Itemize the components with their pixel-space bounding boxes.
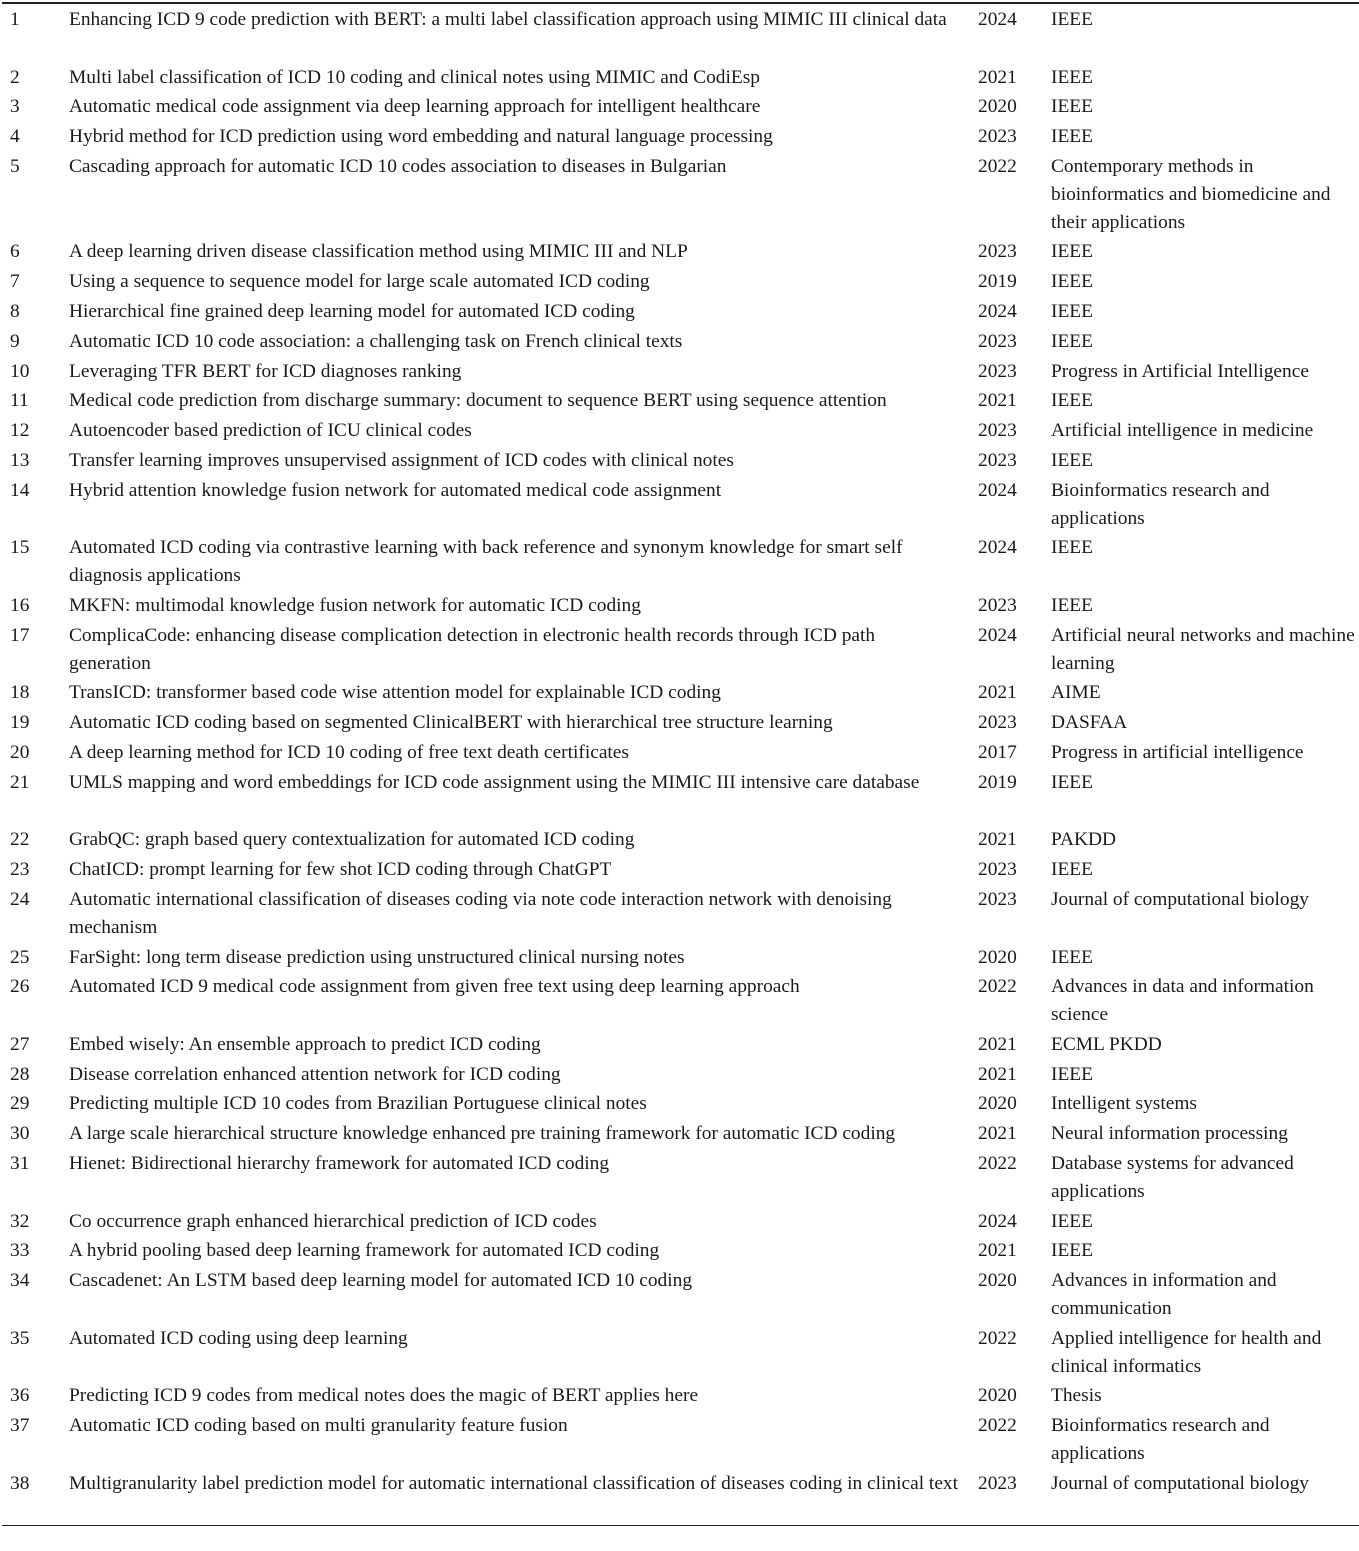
publication-venue: Applied intelligence for health and clinical informatics (1051, 1327, 1322, 1377)
publication-venue: Bioinformatics research and applications (1051, 1415, 1270, 1465)
publication-year: 2022 (978, 1327, 1017, 1349)
row-number: 20 (10, 741, 30, 763)
table-row (0, 1235, 1359, 1265)
paper-title: Multi label classification of ICD 10 coding and clinical notes using MIMIC and CodiEsp (69, 66, 760, 88)
paper-title: Disease correlation enhanced attention network for ICD coding (69, 1063, 561, 1085)
publication-venue: IEEE (1051, 1240, 1093, 1262)
paper-title: Autoencoder based prediction of ICU clinical codes (69, 420, 472, 442)
row-number: 38 (10, 1472, 30, 1494)
publication-venue: Advances in data and information science (1051, 976, 1314, 1026)
row-number: 29 (10, 1093, 30, 1115)
publication-venue: Advances in information and communication (1051, 1270, 1277, 1320)
paper-title: Co occurrence graph enhanced hierarchical prediction of ICD codes (69, 1210, 597, 1232)
publication-venue: IEEE (1051, 946, 1093, 968)
table-row (0, 91, 1359, 121)
publication-venue: Bioinformatics research and applications (1051, 479, 1270, 529)
row-number: 17 (10, 624, 30, 646)
publication-year: 2021 (978, 390, 1017, 412)
paper-title: GrabQC: graph based query contextualization for automated ICD coding (69, 829, 635, 851)
publication-year: 2021 (978, 1123, 1017, 1145)
table-row (0, 1029, 1359, 1059)
paper-title: Predicting multiple ICD 10 codes from Brazilian Portuguese clinical notes (69, 1093, 647, 1115)
paper-title: FarSight: long term disease prediction using unstructured clinical nursing notes (69, 946, 685, 968)
publication-year: 2021 (978, 66, 1017, 88)
table-row (0, 326, 1359, 356)
table-row (0, 1410, 1359, 1468)
publication-venue: IEEE (1051, 66, 1093, 88)
publication-year: 2024 (978, 479, 1017, 501)
row-number: 35 (10, 1327, 30, 1349)
publication-year: 2023 (978, 360, 1017, 382)
paper-title: MKFN: multimodal knowledge fusion network for automatic ICD coding (69, 594, 641, 616)
row-number: 32 (10, 1210, 30, 1232)
table-row (0, 62, 1359, 92)
table-bottom-rule (2, 1525, 1359, 1526)
table-row (0, 415, 1359, 445)
row-number: 10 (10, 360, 30, 382)
table-row (0, 1323, 1359, 1381)
paper-title: Cascading approach for automatic ICD 10 codes association to diseases in Bulgarian (69, 155, 727, 177)
publication-year: 2023 (978, 1472, 1017, 1494)
row-number: 33 (10, 1240, 30, 1262)
paper-title: Hierarchical fine grained deep learning model for automated ICD coding (69, 300, 635, 322)
row-number: 13 (10, 449, 30, 471)
publication-year: 2020 (978, 1385, 1017, 1407)
table-row (0, 854, 1359, 884)
table-row (0, 385, 1359, 415)
publication-venue: IEEE (1051, 859, 1093, 881)
publication-venue: DASFAA (1051, 712, 1128, 734)
row-number: 37 (10, 1415, 30, 1437)
publication-venue: IEEE (1051, 9, 1093, 30)
publication-year: 2020 (978, 1093, 1017, 1115)
publication-venue: Neural information processing (1051, 1123, 1288, 1145)
paper-title: Using a sequence to sequence model for large scale automated ICD coding (69, 271, 650, 293)
table-row (0, 677, 1359, 707)
publication-year: 2024 (978, 624, 1017, 646)
publication-year: 2022 (978, 1415, 1017, 1437)
publication-venue: Progress in artificial intelligence (1051, 741, 1304, 763)
row-number: 34 (10, 1270, 30, 1292)
publication-year: 2023 (978, 888, 1017, 910)
paper-title: Hienet: Bidirectional hierarchy framework for automated ICD coding (69, 1153, 610, 1175)
publication-venue: IEEE (1051, 330, 1093, 352)
table-row (0, 971, 1359, 1029)
paper-title: Automated ICD coding using deep learning (69, 1327, 408, 1349)
row-number: 30 (10, 1123, 30, 1145)
publication-year: 2023 (978, 594, 1017, 616)
publication-venue: Journal of computational biology (1051, 1472, 1309, 1494)
publication-venue: IEEE (1051, 537, 1093, 559)
table-row (0, 884, 1359, 942)
publication-year: 2020 (978, 1270, 1017, 1292)
table-row (0, 4, 1359, 62)
table-row (0, 266, 1359, 296)
publication-year: 2019 (978, 271, 1017, 293)
row-number: 36 (10, 1385, 30, 1407)
paper-title: Transfer learning improves unsupervised assignment of ICD codes with clinical notes (69, 449, 734, 471)
table-row (0, 590, 1359, 620)
publication-venue: Intelligent systems (1051, 1093, 1197, 1115)
paper-title: Leveraging TFR BERT for ICD diagnoses ranking (69, 360, 462, 382)
publication-year: 2022 (978, 976, 1017, 998)
table-row (0, 1088, 1359, 1118)
publication-venue: AIME (1051, 682, 1101, 704)
row-number: 6 (10, 241, 20, 263)
table-body (0, 4, 1359, 1525)
publication-year: 2023 (978, 712, 1017, 734)
publication-venue: ECML PKDD (1051, 1033, 1162, 1055)
row-number: 15 (10, 537, 30, 559)
publication-venue: Artificial intelligence in medicine (1051, 420, 1314, 442)
paper-title: Predicting ICD 9 codes from medical notes does the magic of BERT applies here (69, 1385, 699, 1407)
paper-title: A deep learning method for ICD 10 coding of free text death certificates (69, 741, 629, 763)
paper-title: Enhancing ICD 9 code prediction with BERT: a multi label classification approach using MIMIC III clinical data (69, 9, 947, 30)
publication-year: 2022 (978, 155, 1017, 177)
row-number: 22 (10, 829, 30, 851)
row-number: 1 (10, 9, 20, 30)
row-number: 31 (10, 1153, 30, 1175)
paper-title: Cascadenet: An LSTM based deep learning model for automated ICD 10 coding (69, 1270, 693, 1292)
publication-venue: Journal of computational biology (1051, 888, 1309, 910)
row-number: 24 (10, 888, 30, 910)
paper-title: Automatic ICD 10 code association: a challenging task on French clinical texts (69, 330, 683, 352)
paper-title: Automatic ICD coding based on multi granularity feature fusion (69, 1415, 568, 1437)
row-number: 16 (10, 594, 30, 616)
publication-year: 2021 (978, 1033, 1017, 1055)
publication-year: 2024 (978, 9, 1017, 30)
row-number: 26 (10, 976, 30, 998)
publication-venue: IEEE (1051, 1210, 1093, 1232)
table-row (0, 1206, 1359, 1236)
publication-venue: Contemporary methods in bioinformatics and biomedicine and their applications (1051, 155, 1331, 233)
row-number: 9 (10, 330, 20, 352)
publication-year: 2022 (978, 1153, 1017, 1175)
paper-title: Hybrid method for ICD prediction using word embedding and natural language processing (69, 126, 773, 148)
paper-title: TransICD: transformer based code wise attention model for explainable ICD coding (69, 682, 721, 704)
table-row (0, 942, 1359, 972)
publication-venue: IEEE (1051, 1063, 1093, 1085)
paper-title: A large scale hierarchical structure knowledge enhanced pre training framework for automatic ICD coding (69, 1123, 896, 1145)
publication-venue: IEEE (1051, 241, 1093, 263)
paper-title: Medical code prediction from discharge summary: document to sequence BERT using sequence attention (69, 390, 887, 412)
row-number: 12 (10, 420, 30, 442)
publication-year: 2024 (978, 1210, 1017, 1232)
publication-venue: IEEE (1051, 771, 1093, 793)
row-number: 8 (10, 300, 20, 322)
publications-table (0, 2, 1359, 1526)
table-row (0, 1265, 1359, 1323)
publication-venue: Progress in Artificial Intelligence (1051, 360, 1309, 382)
publication-venue: IEEE (1051, 126, 1093, 148)
table-row (0, 707, 1359, 737)
publication-venue: IEEE (1051, 300, 1093, 322)
publication-year: 2023 (978, 449, 1017, 471)
paper-title: Automated ICD coding via contrastive learning with back reference and synonym knowledge for smart self diagnosis applications (69, 537, 903, 587)
publication-year: 2020 (978, 946, 1017, 968)
publication-year: 2021 (978, 1240, 1017, 1262)
paper-title: Automatic medical code assignment via deep learning approach for intelligent healthcare (69, 96, 761, 118)
publication-year: 2023 (978, 126, 1017, 148)
row-number: 28 (10, 1063, 30, 1085)
publication-year: 2023 (978, 420, 1017, 442)
row-number: 11 (10, 390, 29, 412)
paper-title: Automated ICD 9 medical code assignment from given free text using deep learning approach (69, 976, 800, 998)
publication-year: 2019 (978, 771, 1017, 793)
publication-year: 2023 (978, 241, 1017, 263)
publication-year: 2020 (978, 96, 1017, 118)
table-row (0, 767, 1359, 825)
row-number: 3 (10, 96, 20, 118)
paper-title: Multigranularity label prediction model for automatic international classification of diseases coding in clinical text (69, 1472, 959, 1494)
paper-title: Automatic international classification of diseases coding via note code interaction network with denoising mechanism (69, 888, 892, 938)
publication-year: 2017 (978, 741, 1017, 763)
row-number: 2 (10, 66, 20, 88)
table-row (0, 1148, 1359, 1206)
publication-venue: Artificial neural networks and machine learning (1051, 624, 1355, 674)
publication-year: 2023 (978, 330, 1017, 352)
paper-title: UMLS mapping and word embeddings for ICD code assignment using the MIMIC III intensive care database (69, 771, 920, 793)
publication-year: 2024 (978, 300, 1017, 322)
row-number: 4 (10, 126, 20, 148)
publication-venue: IEEE (1051, 594, 1093, 616)
publication-venue: IEEE (1051, 96, 1093, 118)
table-row (0, 121, 1359, 151)
row-number: 14 (10, 479, 30, 501)
row-number: 21 (10, 771, 30, 793)
row-number: 5 (10, 155, 20, 177)
publication-venue: Database systems for advanced applications (1051, 1153, 1294, 1202)
publication-year: 2024 (978, 537, 1017, 559)
publication-venue: IEEE (1051, 271, 1093, 293)
publication-year: 2023 (978, 859, 1017, 881)
table-row (0, 737, 1359, 767)
table-row (0, 151, 1359, 236)
table-row (0, 1380, 1359, 1410)
publication-year: 2021 (978, 682, 1017, 704)
row-number: 18 (10, 682, 30, 704)
table-row (0, 1468, 1359, 1526)
table-row (0, 236, 1359, 266)
table-row (0, 620, 1359, 678)
table-row (0, 296, 1359, 326)
publication-venue: IEEE (1051, 449, 1093, 471)
table-row (0, 1059, 1359, 1089)
paper-title: Hybrid attention knowledge fusion network for automated medical code assignment (69, 479, 722, 501)
table-row (0, 824, 1359, 854)
paper-title: ComplicaCode: enhancing disease complication detection in electronic health records through ICD path generation (69, 624, 876, 674)
row-number: 27 (10, 1033, 30, 1055)
row-number: 19 (10, 712, 30, 734)
row-number: 25 (10, 946, 30, 968)
publication-venue: IEEE (1051, 390, 1093, 412)
paper-title: Automatic ICD coding based on segmented ClinicalBERT with hierarchical tree structure learning (69, 712, 833, 734)
table-row (0, 445, 1359, 475)
publication-year: 2021 (978, 1063, 1017, 1085)
publication-year: 2021 (978, 829, 1017, 851)
paper-title: A deep learning driven disease classification method using MIMIC III and NLP (69, 241, 688, 263)
paper-title: Embed wisely: An ensemble approach to predict ICD coding (69, 1033, 541, 1055)
row-number: 23 (10, 859, 30, 881)
table-row (0, 1118, 1359, 1148)
paper-title: ChatICD: prompt learning for few shot ICD coding through ChatGPT (69, 859, 612, 881)
row-number: 7 (10, 271, 20, 293)
publication-venue: Thesis (1051, 1385, 1102, 1407)
table-row (0, 475, 1359, 533)
table-row (0, 532, 1359, 590)
publication-venue: PAKDD (1051, 829, 1117, 851)
paper-title: A hybrid pooling based deep learning framework for automated ICD coding (69, 1240, 660, 1262)
table-row (0, 356, 1359, 386)
